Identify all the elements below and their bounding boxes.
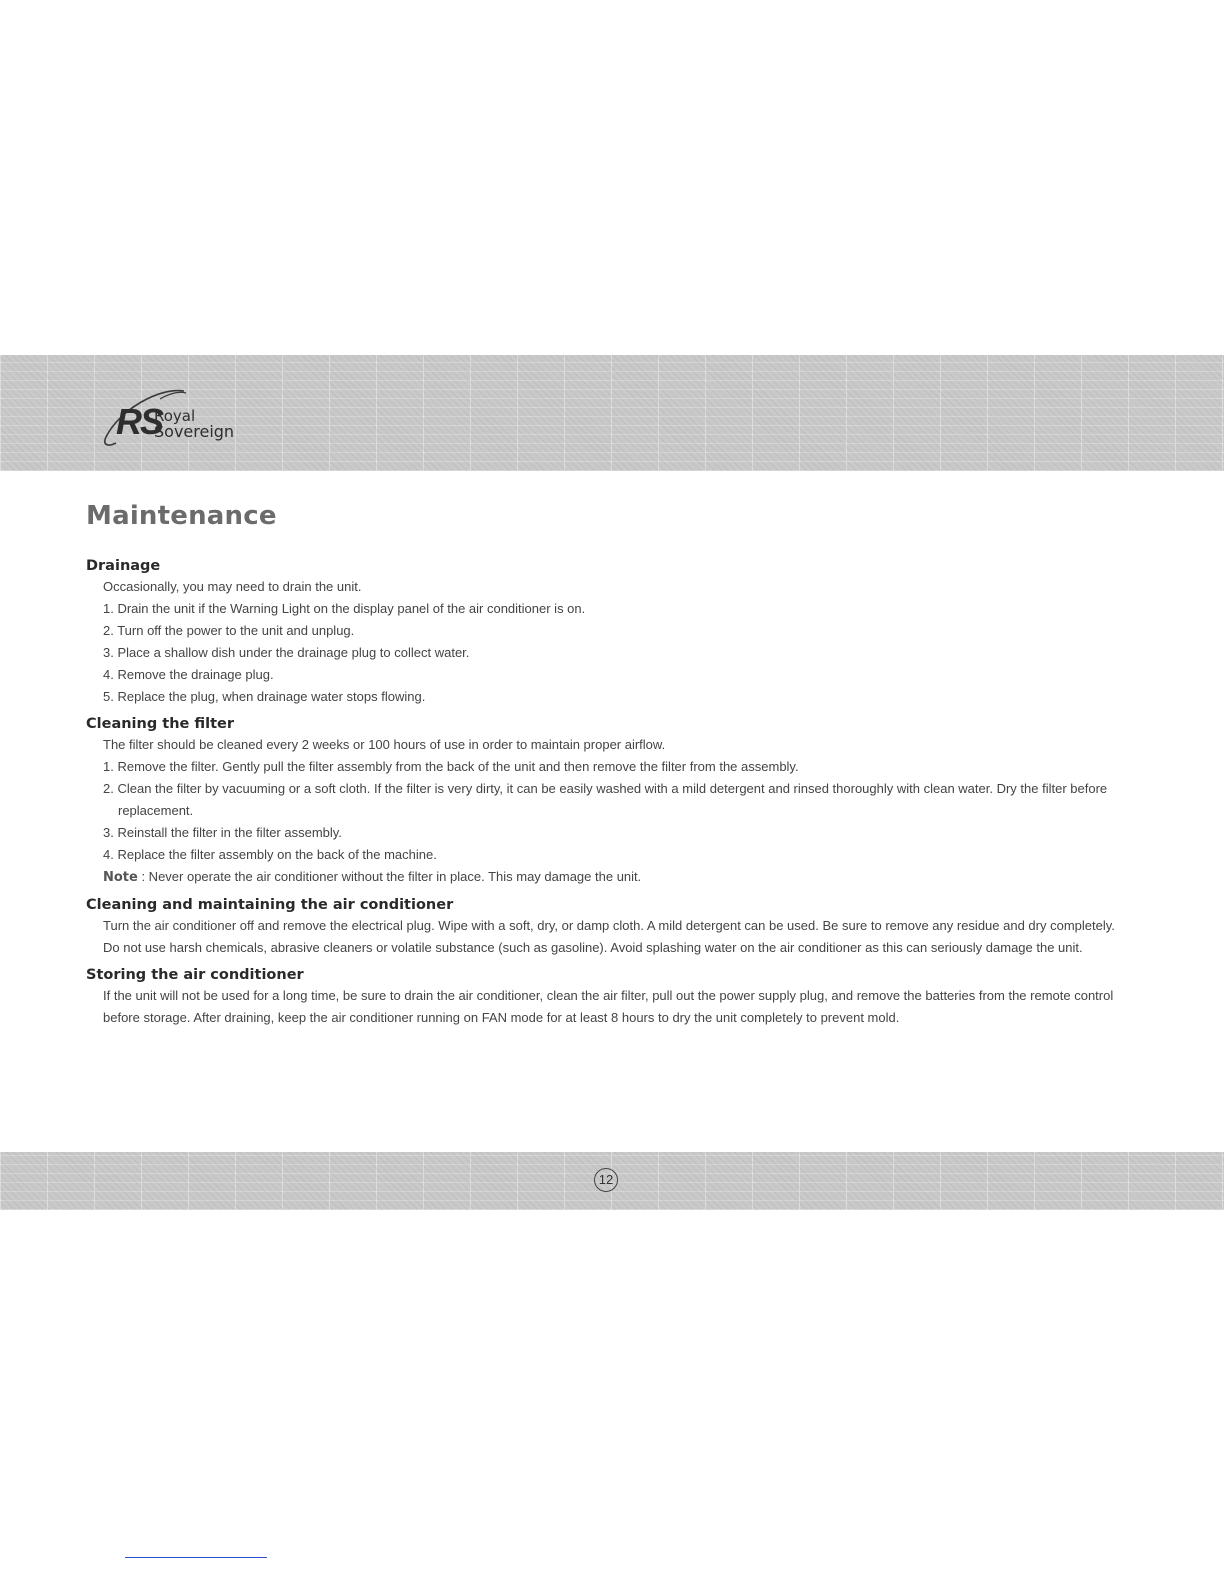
list-item: 1. Drain the unit if the Warning Light on the display panel of the air conditioner is on.	[103, 601, 586, 616]
list-item: 4. Remove the drainage plug.	[103, 667, 274, 682]
section-heading: Storing the air conditioner	[86, 967, 304, 983]
header-band	[0, 355, 1224, 471]
note	[86, 866, 1146, 889]
section-storing	[86, 965, 1146, 1029]
paragraph-line: Do not use harsh chemicals, abrasive cleaners or volatile substance (such as gasoline). Avoid splashing water on the air conditioner as this can seriously damage the unit.	[103, 940, 1083, 955]
logo-mark: RS	[116, 401, 163, 442]
page-title: Maintenance	[86, 501, 277, 531]
list-item: 2. Turn off the power to the unit and unplug.	[103, 623, 355, 638]
list-item: 3. Place a shallow dish under the drainage plug to collect water.	[103, 645, 470, 660]
bottom-link-underline	[125, 1557, 267, 1558]
note-label: Note	[103, 870, 138, 885]
list-item: 1. Remove the filter. Gently pull the filter assembly from the back of the unit and then remove the filter from the assembly.	[103, 759, 799, 774]
section-cleaning-filter	[86, 714, 1146, 889]
footer-band	[0, 1152, 1224, 1210]
list-item: 2. Clean the filter by vacuuming or a soft cloth. If the filter is very dirty, it can be easily washed with a mild detergent and rinsed thoroughly with clean water. Dry the filter before	[103, 781, 1108, 796]
section-intro: The filter should be cleaned every 2 weeks or 100 hours of use in order to maintain proper airflow.	[103, 737, 666, 752]
list-item: 3. Reinstall the filter in the filter assembly.	[103, 825, 342, 840]
section-heading: Cleaning the filter	[86, 716, 235, 732]
logo-text-royal: Royal	[154, 407, 196, 425]
section-cleaning-maintaining	[86, 895, 1146, 959]
section-heading: Drainage	[86, 558, 161, 574]
page-number: 12	[594, 1168, 618, 1192]
section-intro: Occasionally, you may need to drain the unit.	[103, 579, 362, 594]
section-drainage	[86, 556, 1146, 708]
royal-sovereign-logo	[100, 385, 280, 455]
list-item: 5. Replace the plug, when drainage water stops flowing.	[103, 689, 426, 704]
paragraph-line: before storage. After draining, keep the air conditioner running on FAN mode for at least 8 hours to dry the unit completely to prevent mold.	[103, 1010, 900, 1025]
paragraph-line: If the unit will not be used for a long time, be sure to drain the air conditioner, clean the air filter, pull out the power supply plug, and remove the batteries from the remote control	[103, 988, 1114, 1003]
logo-text-sovereign: Sovereign	[154, 422, 235, 441]
note-text: : Never operate the air conditioner without the filter in place. This may damage the unit.	[137, 869, 642, 884]
paragraph-line: Turn the air conditioner off and remove the electrical plug. Wipe with a soft, dry, or damp cloth. A mild detergent can be used. Be sure to remove any residue and dry completely.	[103, 918, 1115, 933]
maintenance-content	[86, 556, 1146, 1029]
list-item: 4. Replace the filter assembly on the back of the machine.	[103, 847, 437, 862]
list-item-continuation: replacement.	[118, 803, 194, 818]
section-heading: Cleaning and maintaining the air conditioner	[86, 897, 454, 913]
